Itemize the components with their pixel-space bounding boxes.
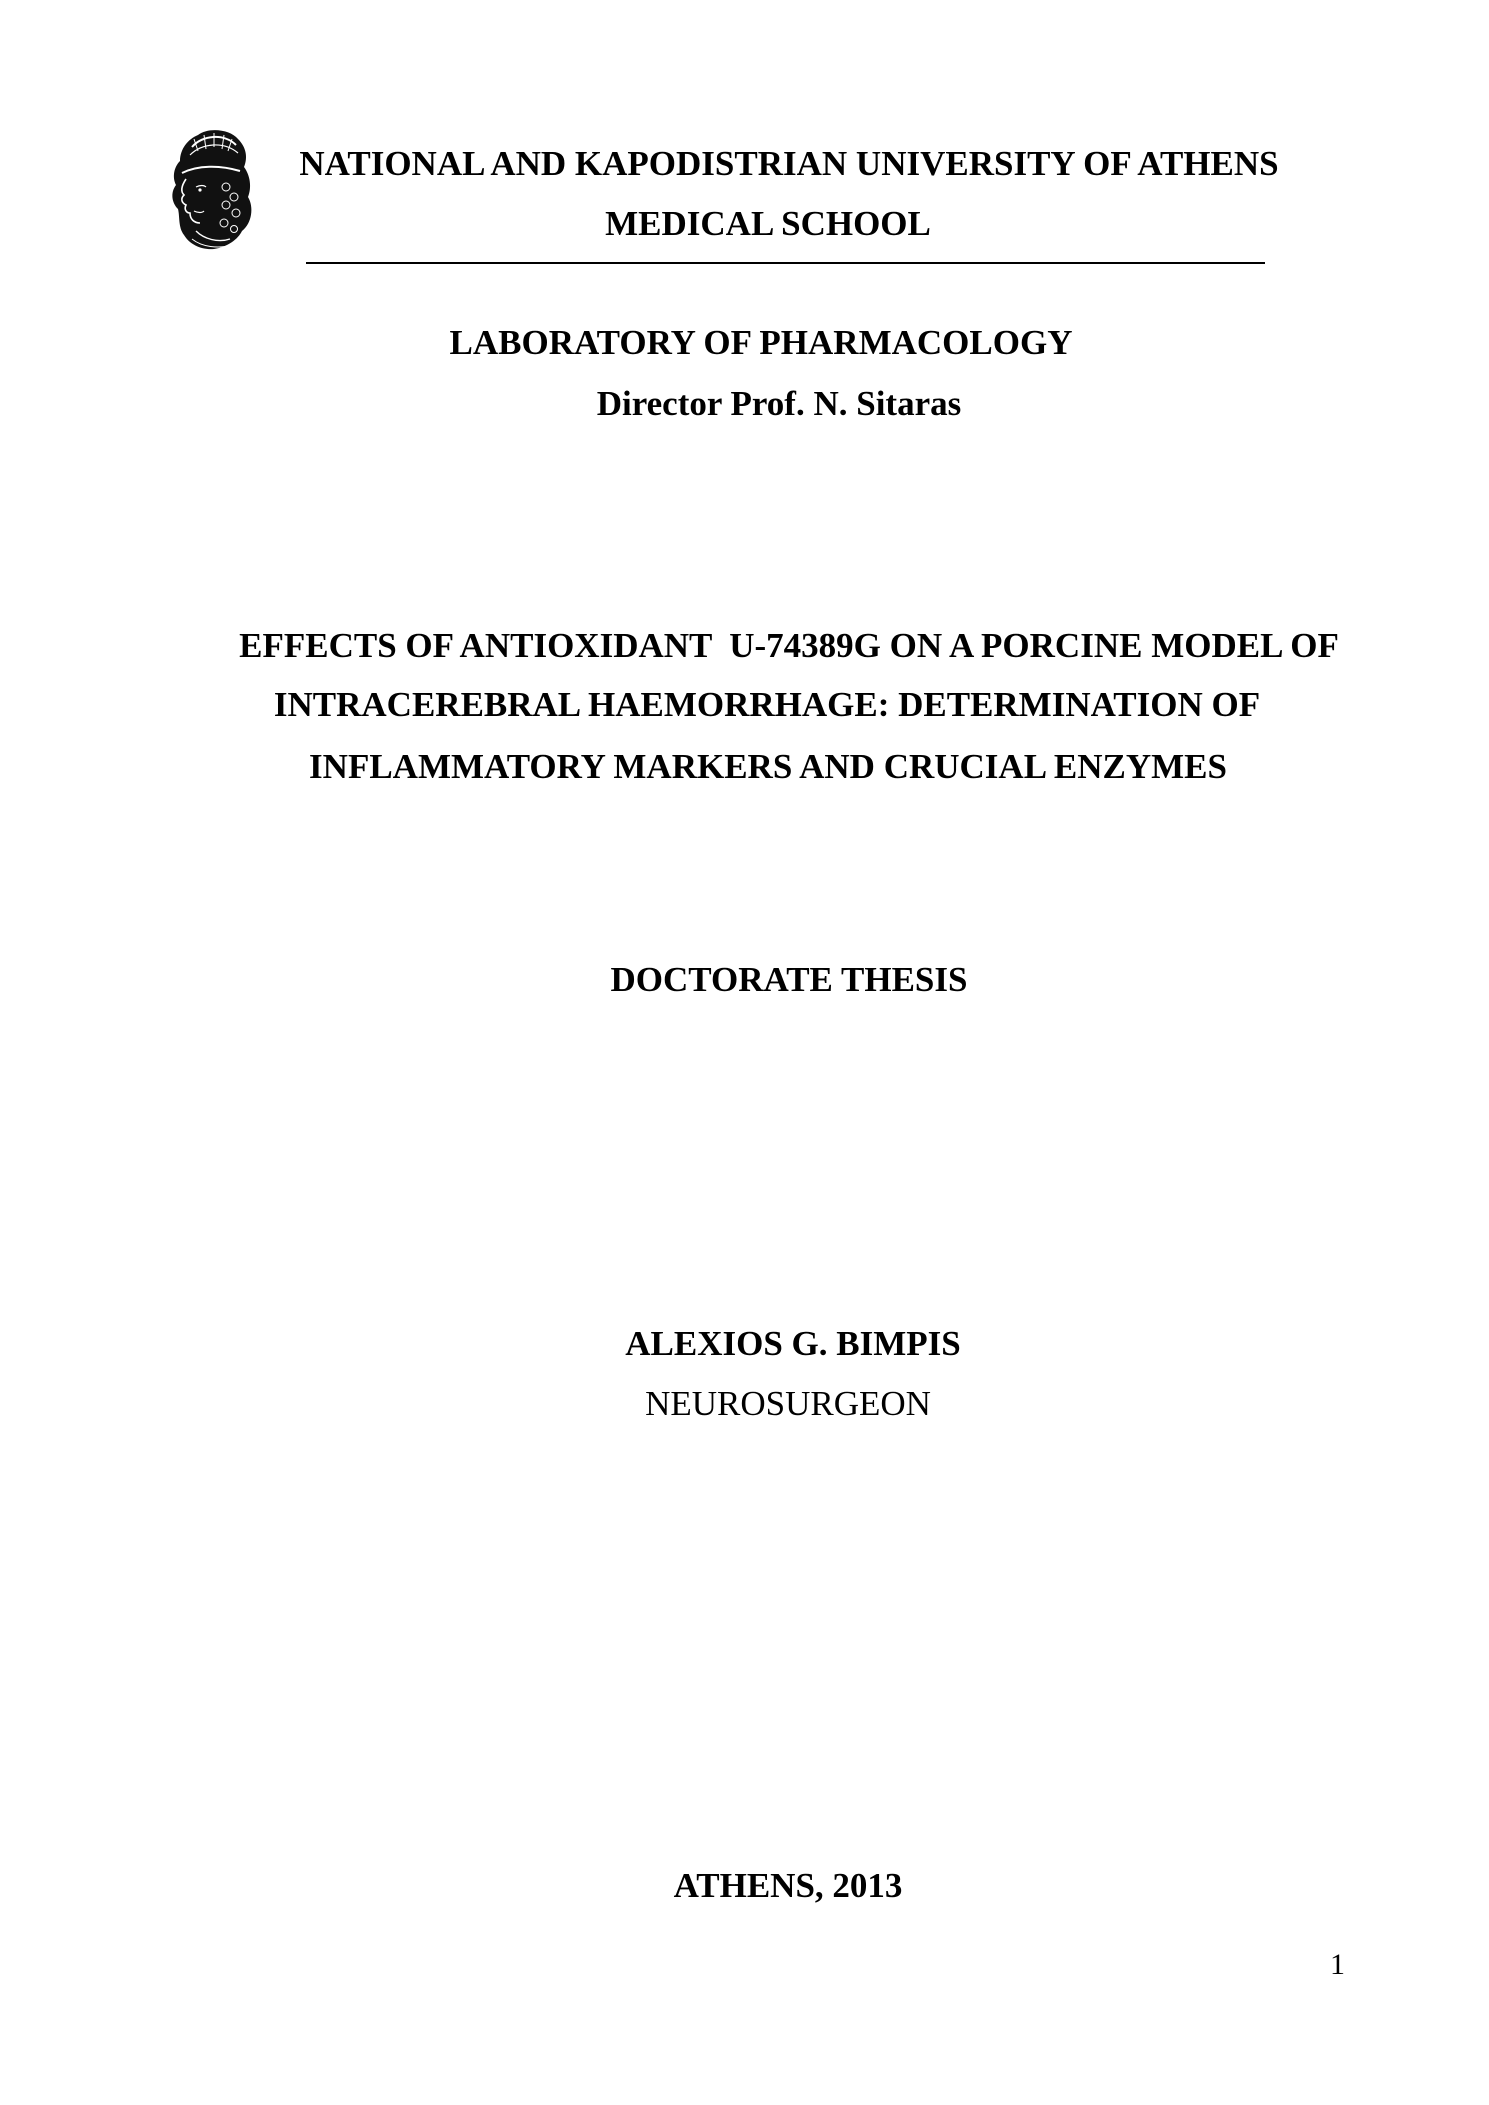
laboratory-director: Director Prof. N. Sitaras <box>596 384 962 423</box>
page-number: 1 <box>1330 1948 1345 1981</box>
thesis-title-line: INTRACEREBRAL HAEMORRHAGE: DETERMINATION OF <box>273 685 1261 724</box>
author-profession: NEUROSURGEON <box>645 1384 931 1423</box>
thesis-title-line: INFLAMMATORY MARKERS AND CRUCIAL ENZYMES <box>309 747 1227 786</box>
place-and-year: ATHENS, 2013 <box>673 1866 903 1905</box>
author-name: ALEXIOS G. BIMPIS <box>625 1324 961 1363</box>
thesis-title-line: EFFECTS OF ANTIOXIDANT U-74389G ON A PORCINE MODEL OF <box>239 626 1339 665</box>
laboratory-name: LABORATORY OF PHARMACOLOGY <box>449 323 1073 362</box>
header-divider <box>306 262 1265 264</box>
university-name: NATIONAL AND KAPODISTRIAN UNIVERSITY OF ATHENS <box>299 144 1279 183</box>
school-name: MEDICAL SCHOOL <box>605 204 931 243</box>
athena-emblem-logo <box>168 127 255 252</box>
document-type: DOCTORATE THESIS <box>610 960 968 999</box>
